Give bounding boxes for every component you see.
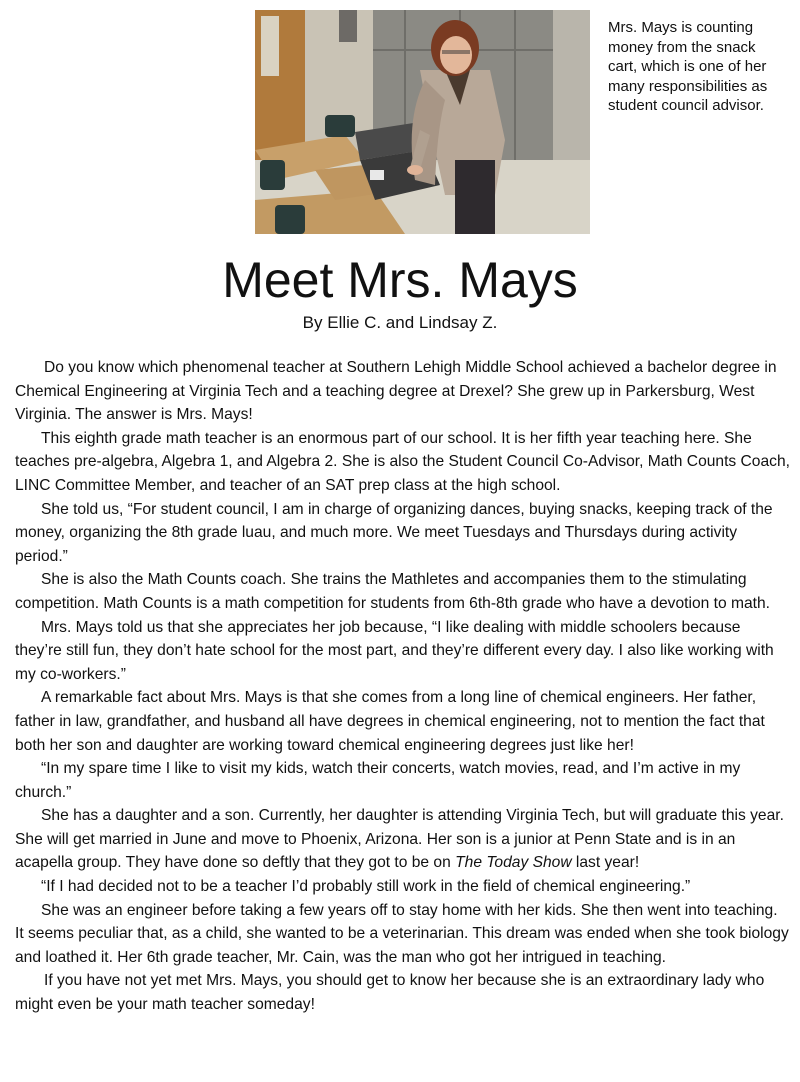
paragraph: “In my spare time I like to visit my kids, watch their concerts, watch movies, read, and I’m active in my church.” [15,760,741,801]
paragraph: A remarkable fact about Mrs. Mays is that she comes from a long line of chemical engineers. Her father, father in law, grandfather, and husband all have degrees in chemical engineering, not to mention the fact that both her son and daughter are working toward chemical engineering degrees just like her! [15,689,765,754]
photo-caption: Mrs. Mays is counting money from the snack cart, which is one of her many responsibilities as student council advisor. [608,19,768,114]
article-body [15,356,790,1017]
paragraph: This eighth grade math teacher is an enormous part of our school. It is her fifth year teaching here. She teaches pre-algebra, Algebra 1, and Algebra 2. She is also the Student Council Co-Advisor, Math Counts Coach, LINC Committee Member, and teacher of an SAT prep class at the high school. [15,429,790,494]
show-title: The Today Show [455,854,572,872]
article-title: Meet Mrs. Mays [222,252,578,308]
paragraph-text: last year! [571,854,640,872]
paragraph [15,804,790,875]
article-byline: By Ellie C. and Lindsay Z. [302,313,498,332]
paragraph: She is also the Math Counts coach. She trains the Mathletes and accompanies them to the stimulating competition. Math Counts is a math competition for students from 6th-8th grade who have a devotion to math. [15,571,770,612]
paragraph-text: She has a daughter and a son. Currently, her daughter is attending Virginia Tech, but will graduate this year. She will get married in June and move to Phoenix, Arizona. Her son is a junior at Penn State and is in an acapella group. They have done so deftly that they got to be on [15,807,784,872]
paragraph: “If I had decided not to be a teacher I’d probably still work in the field of chemical engineering.” [41,878,691,896]
paragraph: Do you know which phenomenal teacher at Southern Lehigh Middle School achieved a bachelor degree in Chemical Engineering at Virginia Tech and a teaching degree at Drexel? She grew up in Parkersburg, West Virginia. The answer is Mrs. Mays! [15,359,777,424]
paragraph: Mrs. Mays told us that she appreciates her job because, “I like dealing with middle schoolers because they’re still fun, they don’t hate school for the most part, and they’re different every day. I also like working with my co-workers.” [15,618,774,683]
paragraph: If you have not yet met Mrs. Mays, you should get to know her because she is an extraordinary lady who might even be your math teacher someday! [15,972,765,1014]
teacher-photo [255,10,590,234]
paragraph: She was an engineer before taking a few years off to stay home with her kids. She then went into teaching. It seems peculiar that, as a child, she wanted to be a veterinarian. This dream was ended when she took biology and loathed it. Her 6th grade teacher, Mr. Cain, was the man who got her intrigued in teaching. [15,901,789,966]
paragraph: She told us, “For student council, I am in charge of organizing dances, buying snacks, keeping track of the money, organizing the 8th grade luau, and much more. We meet Tuesdays and Thursdays during activity period.” [15,500,773,565]
